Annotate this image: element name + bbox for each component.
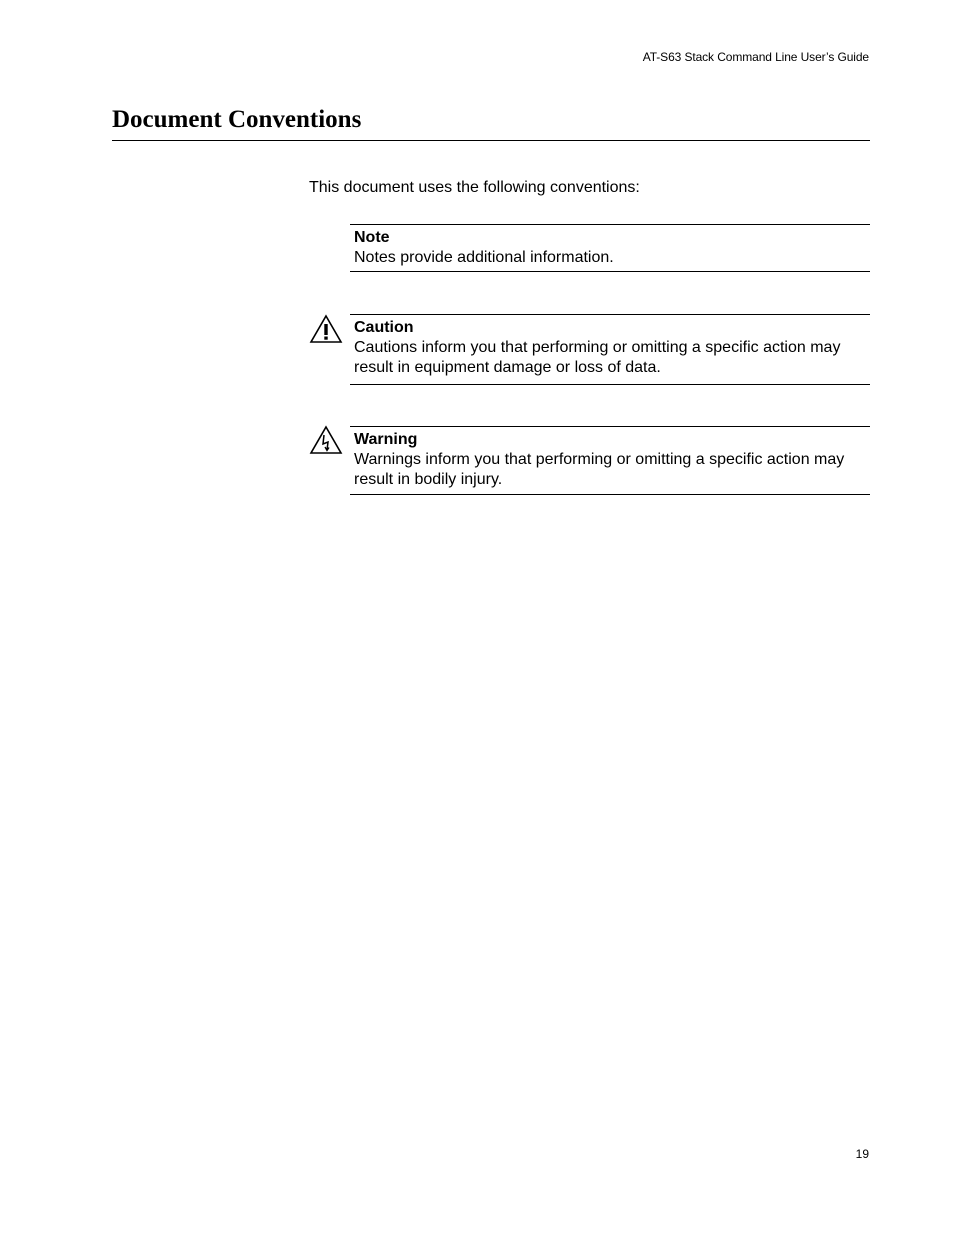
running-header: AT-S63 Stack Command Line User’s Guide <box>642 50 869 64</box>
title-rule <box>112 140 870 141</box>
note-body: Notes provide additional information. <box>354 249 614 266</box>
warning-body: Warnings inform you that performing or omitting a specific action may result in bodily injury. <box>354 451 845 488</box>
caution-callout <box>350 314 870 385</box>
note-callout <box>350 224 870 272</box>
caution-body: Cautions inform you that performing or omitting a specific action may result in equipment damage or loss of data. <box>354 339 841 376</box>
warning-callout <box>350 426 870 495</box>
warning-lightning-icon <box>309 425 343 455</box>
page-number: 19 <box>855 1147 869 1161</box>
page-title: Document Conventions <box>112 106 362 133</box>
warning-label: Warning <box>354 431 418 448</box>
intro-paragraph: This document uses the following conventions: <box>309 179 640 196</box>
note-label: Note <box>354 229 390 246</box>
caution-label: Caution <box>354 319 414 336</box>
caution-triangle-icon <box>309 314 343 344</box>
